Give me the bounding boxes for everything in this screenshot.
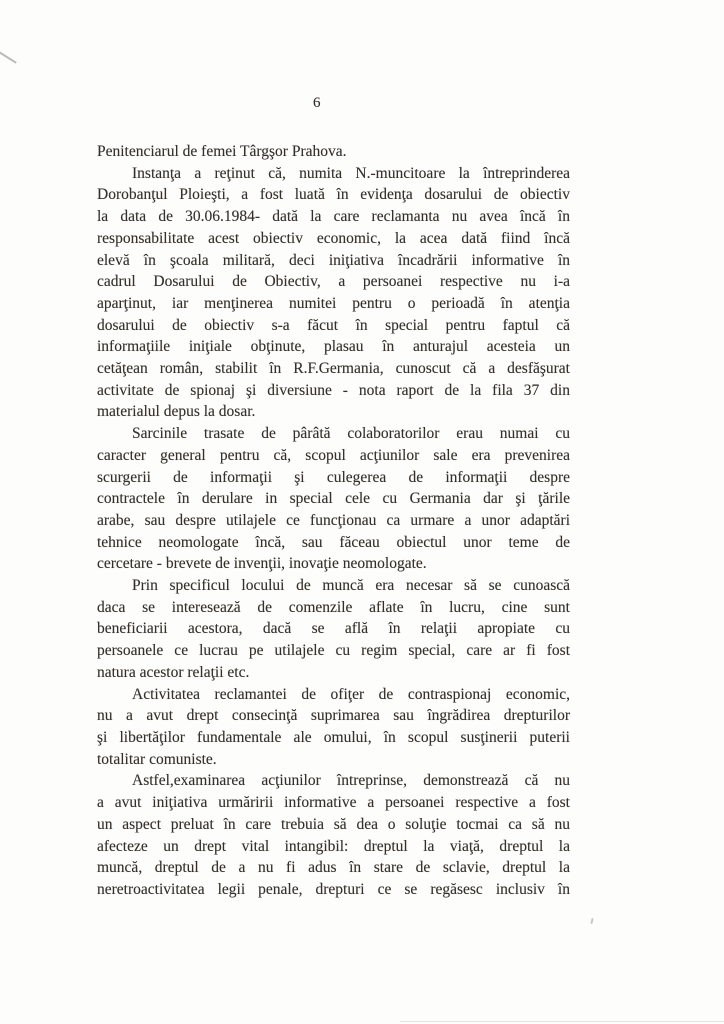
paragraph (97, 575, 570, 684)
text-line: cercetare - brevete de invenţii, inovaţie neomologate. (97, 555, 427, 573)
text-line: natura acestor relaţii etc. (97, 663, 250, 681)
text-line: Penitenciarul de femei Târgşor Prahova. (97, 143, 347, 160)
text-line: Sarcinile trasate de pârâtă colaboratorilor erau numai cu (132, 425, 570, 443)
text-line: tehnice neomologate încă, sau făceau obiectul unor teme de (97, 533, 570, 551)
text-line: nu a avut drept consecinţă suprimarea sau îngrădirea drepturilor (97, 707, 570, 725)
text-line: muncă, dreptul de a nu fi adus în stare de sclavie, dreptul la (97, 859, 570, 877)
text-line: caracter general pentru că, scopul acţiunilor sale era prevenirea (97, 446, 570, 464)
text-line: şi libertăţilor fundamentale ale omului, în scopul susţinerii puterii (97, 728, 570, 746)
text-line: beneficiarii acestora, dacă se află în relaţii apropiate cu (97, 620, 570, 638)
paragraph (97, 770, 570, 900)
paragraph (97, 423, 570, 575)
text-line: responsabilitate acest obiectiv economic, la acea dată fiind încă (97, 229, 570, 247)
text-line: Astfel,examinarea acţiunilor întreprinse, demonstrează că nu (132, 772, 570, 790)
text-line: informaţiile iniţiale obţinute, plasau în anturajul acesteia un (97, 338, 570, 356)
text-line: activitate de spionaj şi diversiune - nota raport de la fila 37 din (97, 381, 570, 399)
scan-artifact-bottom-edge (400, 1021, 724, 1022)
text-line: afecteze un drept vital intangibil: dreptul la viaţă, dreptul la (97, 837, 570, 855)
paragraph (97, 684, 570, 771)
text-line: arabe, sau despre utilajele ce funcţionau ca urmare a unor adaptări (97, 511, 570, 529)
text-line: elevă în şcoala militară, deci iniţiativa încadrării informative în (97, 251, 570, 269)
text-line: scurgerii de informaţii şi culegerea de informaţii despre (97, 468, 570, 486)
paragraph (97, 163, 570, 423)
text-line: aparţinut, iar menţinerea numitei pentru o perioadă în atenţia (97, 294, 570, 312)
paragraph (97, 141, 570, 163)
text-line: dosarului de obiectiv s-a făcut în special pentru faptul că (97, 316, 570, 334)
text-line: totalitar comuniste. (97, 750, 217, 768)
scan-artifact-speck (590, 918, 593, 924)
text-line: daca se interesează de comenzile aflate în lucru, cine sunt (97, 598, 570, 616)
text-line: Activitatea reclamantei de ofiţer de contraspionaj economic, (132, 685, 570, 703)
text-line: Dorobanţul Ploieşti, a fost luată în evidenţa dosarului de obiectiv (97, 186, 570, 204)
text-line: Prin specificul locului de muncă era necesar să se cunoască (132, 577, 570, 595)
scan-artifact-diagonal-line (0, 50, 17, 63)
text-line: Instanţa a reţinut că, numita N.-muncitoare la întreprinderea (132, 164, 570, 182)
text-line: neretroactivitatea legii penale, drepturi ce se regăsesc inclusiv în (97, 880, 570, 898)
text-line: persoanele ce lucrau pe utilajele cu regim special, care ar fi fost (97, 642, 570, 660)
text-line: la data de 30.06.1984- dată la care reclamanta nu avea încă în (97, 208, 570, 226)
text-block (97, 141, 570, 901)
text-line: cetăţean român, stabilit în R.F.Germania, cunoscut că a desfăşurat (97, 360, 570, 378)
text-line: cadrul Dosarului de Obiectiv, a persoanei respective nu i-a (97, 273, 570, 291)
page-number: 6 (313, 95, 321, 111)
text-line: a avut iniţiativa urmăririi informative a persoanei respective a fost (97, 794, 570, 812)
text-line: contractele în derulare in special cele cu Germania dar şi ţările (97, 490, 570, 508)
text-line: materialul depus la dosar. (97, 403, 256, 421)
text-line: un aspect preluat în care trebuia să dea o soluţie tocmai ca să nu (97, 815, 570, 833)
